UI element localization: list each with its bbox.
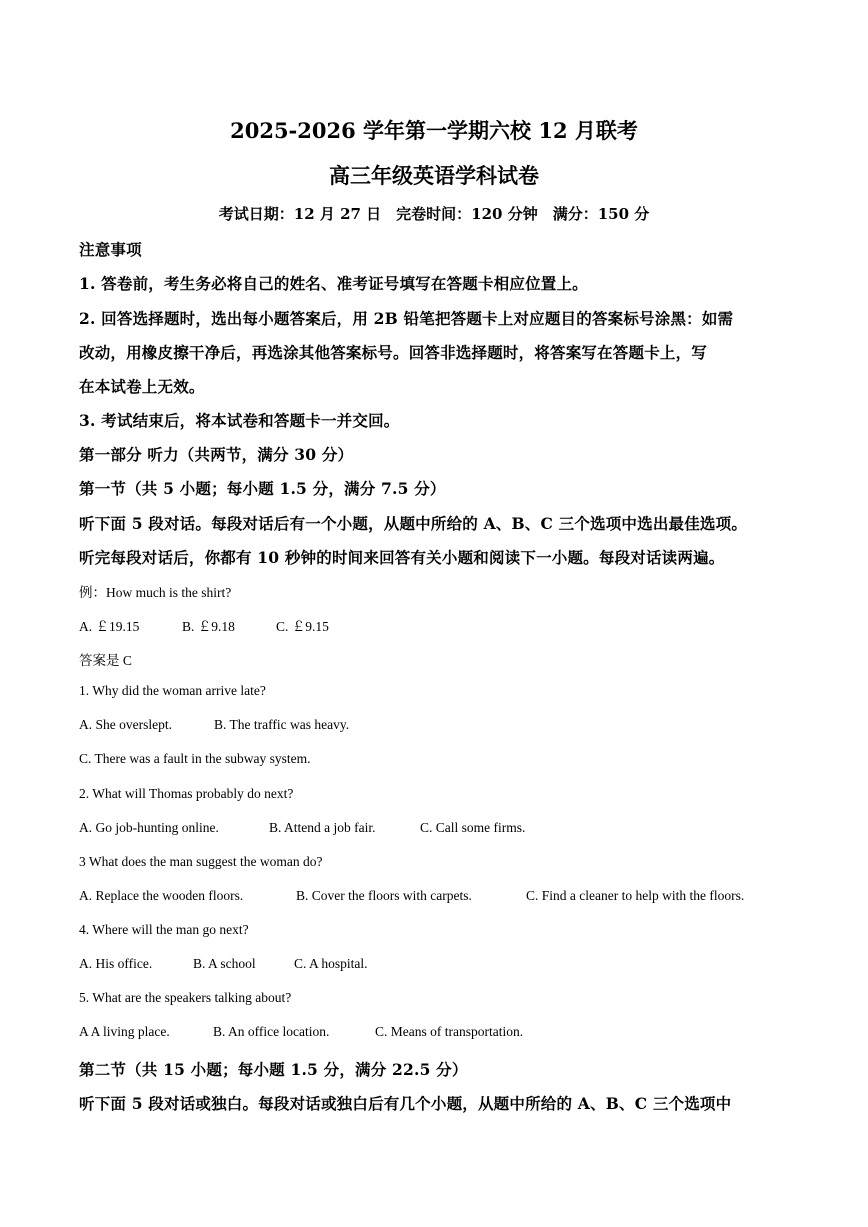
section2-instruction-line-1: 听下面 5 段对话或独白。每段对话或独白后有几个小题，从题中所给的 A、B、C 三个选项中 xyxy=(79,1094,732,1113)
q3-option-c: C. Find a cleaner to help with the floors. xyxy=(526,888,745,903)
section2-heading: 第二节（共 15 小题；每小题 1.5 分，满分 22.5 分） xyxy=(79,1060,468,1079)
notice-item-2-line-3: 在本试卷上无效。 xyxy=(79,377,205,396)
question-5-options xyxy=(79,1024,523,1040)
q4-option-a: A. His office. xyxy=(79,956,153,971)
q3-option-b: B. Cover the floors with carpets. xyxy=(296,888,472,903)
q5-option-a: A A living place. xyxy=(79,1024,170,1039)
exam-info: 考试日期：12 月 27 日 完卷时间：120 分钟 满分：150 分 xyxy=(218,205,650,223)
section1-heading: 第一节（共 5 小题；每小题 1.5 分，满分 7.5 分） xyxy=(79,479,446,498)
section1-instruction-line-2: 听完每段对话后，你都有 10 秒钟的时间来回答有关小题和阅读下一小题。每段对话读两遍。 xyxy=(79,548,725,567)
q2-option-c: C. Call some firms. xyxy=(420,820,526,835)
q1-option-a: A. She overslept. xyxy=(79,717,172,732)
question-2: 2. What will Thomas probably do next? xyxy=(79,786,294,801)
q4-option-b: B. A school xyxy=(193,956,256,971)
q2-option-a: A. Go job-hunting online. xyxy=(79,820,219,835)
question-3-options xyxy=(79,888,744,904)
section1-instruction-line-1: 听下面 5 段对话。每段对话后有一个小题，从题中所给的 A、B、C 三个选项中选出最佳选项。 xyxy=(79,514,748,533)
question-2-options xyxy=(79,820,525,836)
q1-option-c: C. There was a fault in the subway system. xyxy=(79,751,311,766)
question-4: 4. Where will the man go next? xyxy=(79,922,249,937)
q1-option-b: B. The traffic was heavy. xyxy=(214,717,350,732)
example-question: 例：How much is the shirt? xyxy=(79,585,232,600)
example-option-c: C. ￡9.15 xyxy=(276,619,329,634)
example-answer: 答案是 C xyxy=(79,653,132,668)
part1-heading: 第一部分 听力（共两节，满分 30 分） xyxy=(79,445,354,464)
q5-option-b: B. An office location. xyxy=(213,1024,330,1039)
q2-option-b: B. Attend a job fair. xyxy=(269,820,376,835)
question-1-options-ab xyxy=(79,717,349,733)
notice-item-3: 3. 考试结束后，将本试卷和答题卡一并交回。 xyxy=(79,411,400,430)
notice-item-2-line-2: 改动，用橡皮擦干净后，再选涂其他答案标号。回答非选择题时，将答案写在答题卡上，写 xyxy=(79,343,708,362)
q4-option-c: C. A hospital. xyxy=(294,956,368,971)
example-option-a: A. ￡19.15 xyxy=(79,619,140,634)
notice-heading: 注意事项 xyxy=(79,240,142,259)
notice-item-1: 1. 答卷前，考生务必将自己的姓名、准考证号填写在答题卡相应位置上。 xyxy=(79,274,588,293)
exam-title: 2025-2026 学年第一学期六校 12 月联考 xyxy=(230,118,638,143)
question-3: 3 What does the man suggest the woman do? xyxy=(79,854,323,869)
question-1: 1. Why did the woman arrive late? xyxy=(79,683,266,698)
exam-subtitle: 高三年级英语学科试卷 xyxy=(329,163,539,188)
q3-option-a: A. Replace the wooden floors. xyxy=(79,888,244,903)
notice-item-2-line-1: 2. 回答选择题时，选出每小题答案后，用 2B 铅笔把答题卡上对应题目的答案标号涂黑：如需 xyxy=(79,309,734,328)
question-4-options xyxy=(79,956,368,972)
example-options xyxy=(79,615,329,635)
example-option-b: B. ￡9.18 xyxy=(182,619,235,634)
question-5: 5. What are the speakers talking about? xyxy=(79,990,292,1005)
q5-option-c: C. Means of transportation. xyxy=(375,1024,524,1039)
